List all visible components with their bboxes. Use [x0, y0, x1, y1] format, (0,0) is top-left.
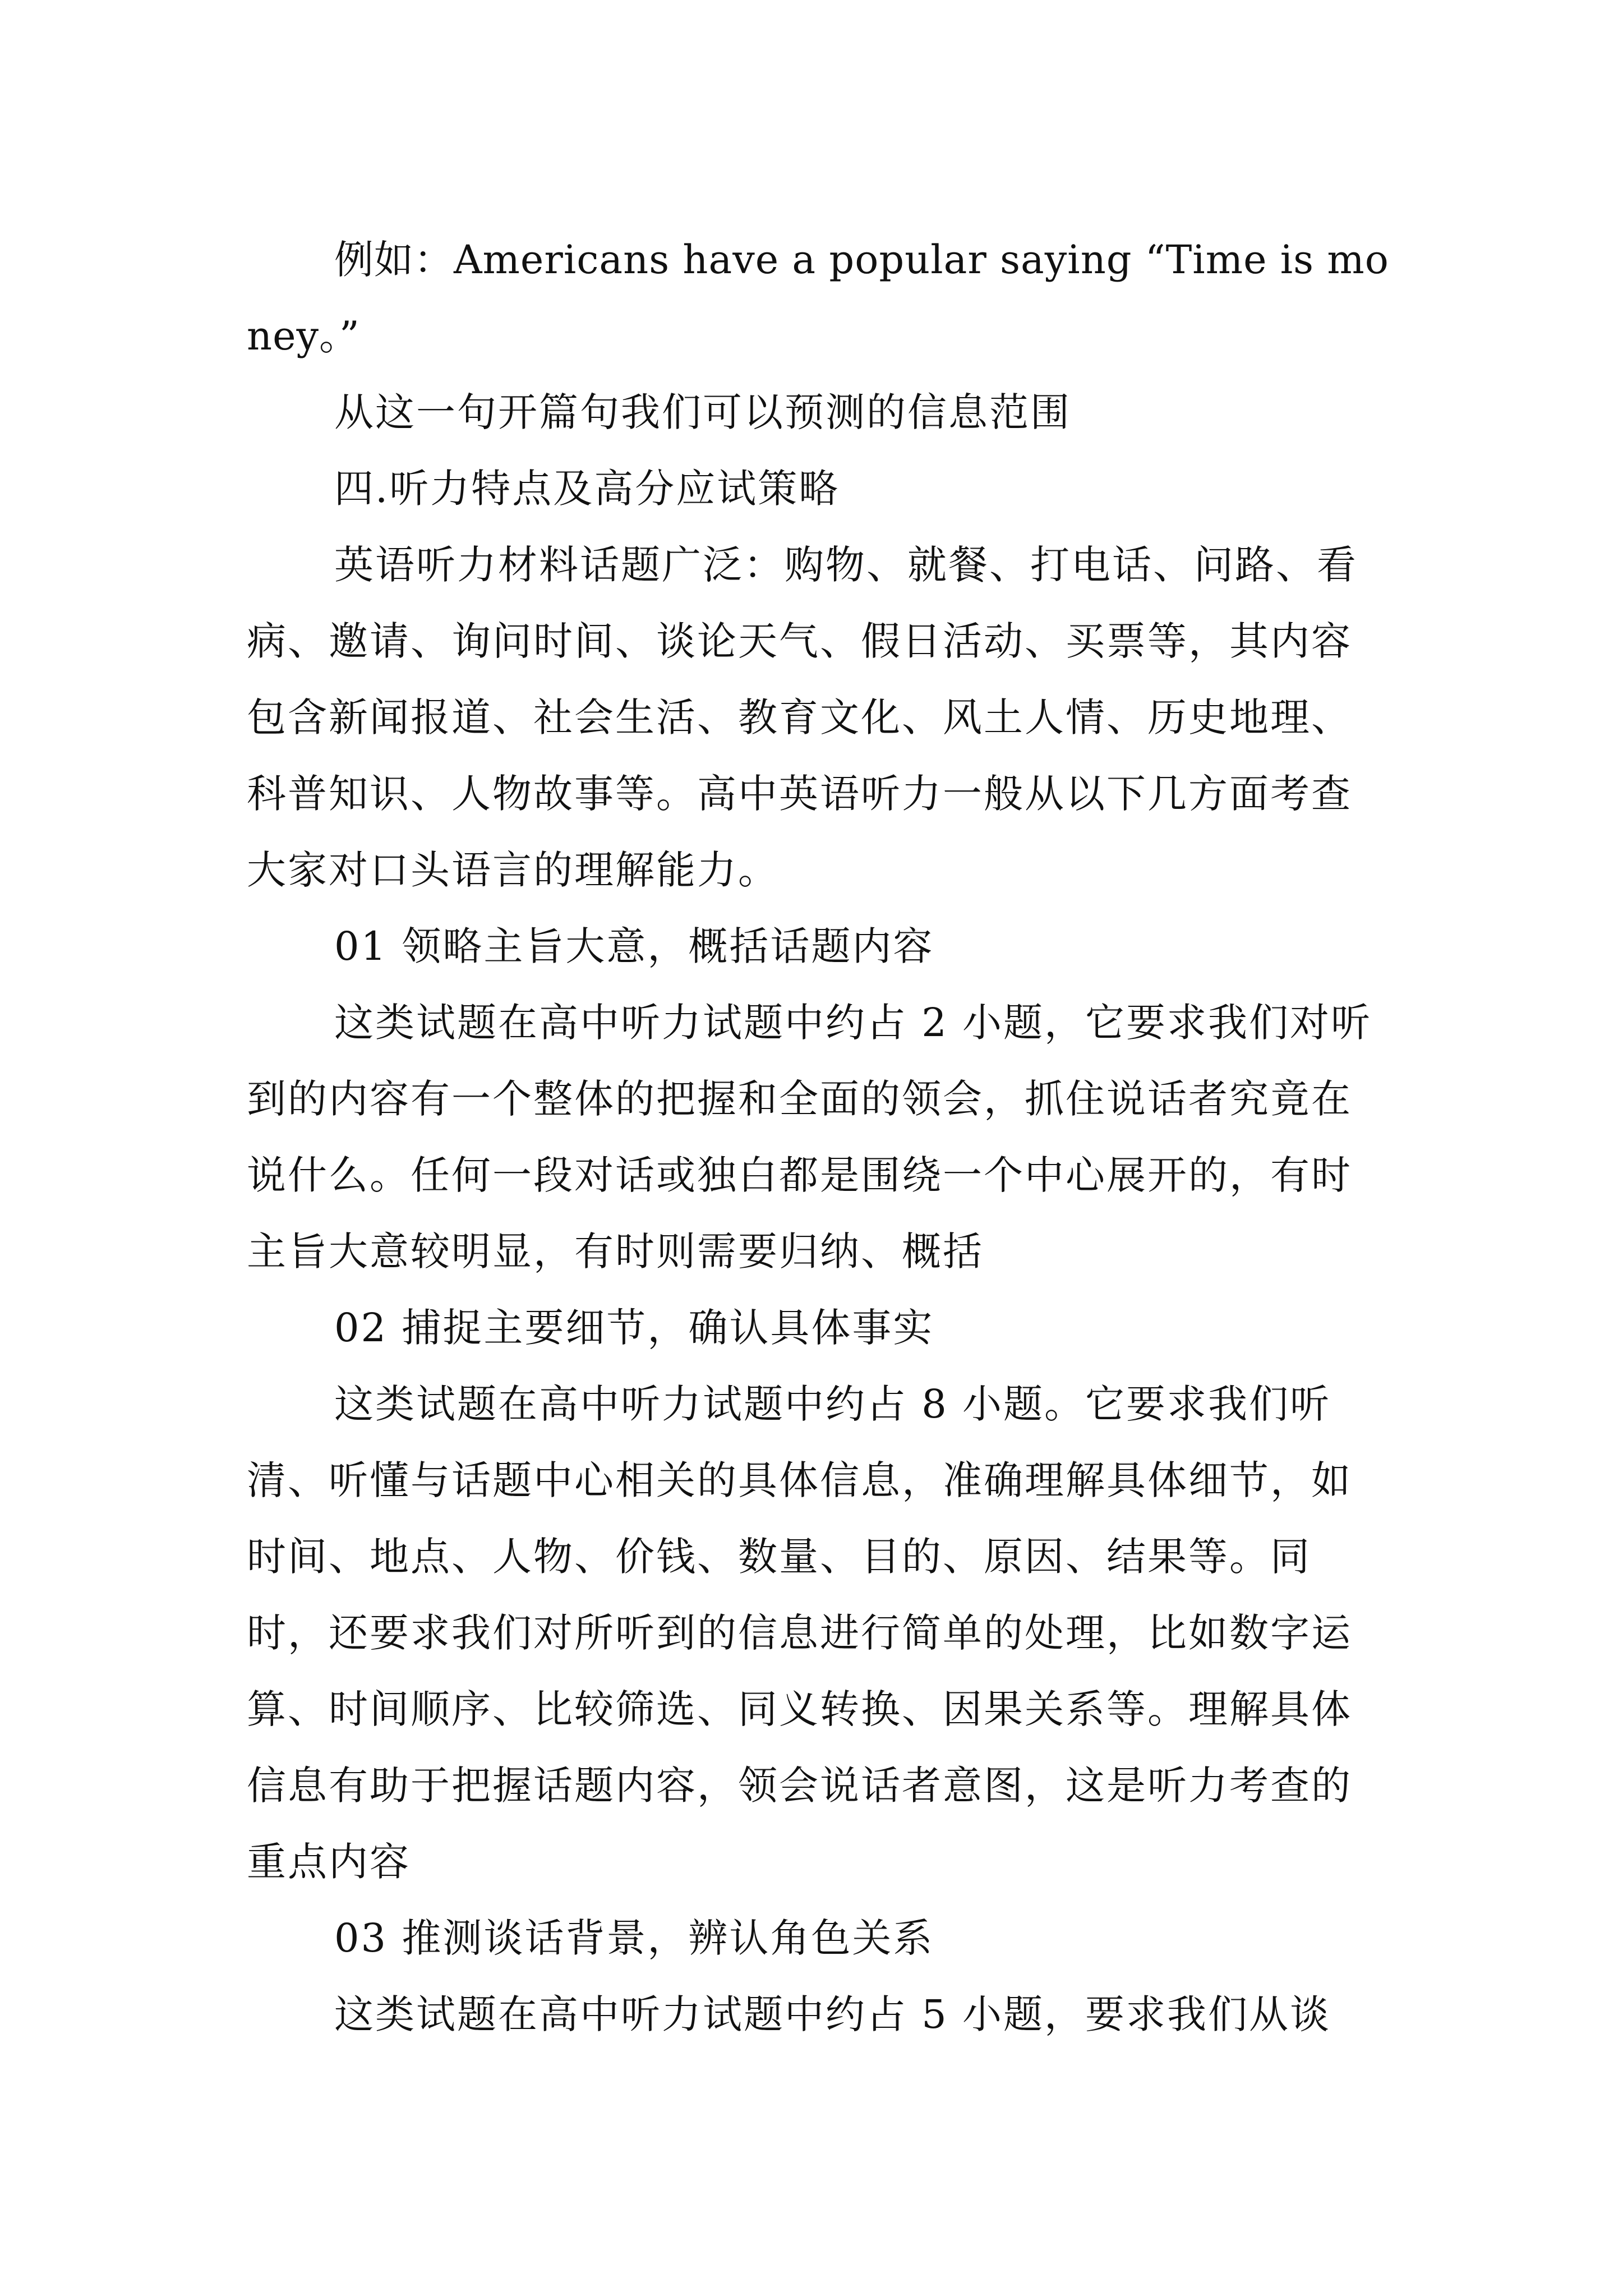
- subheading-01: 01 领略主旨大意，概括话题内容: [334, 923, 934, 969]
- section-heading-four: 四.听力特点及高分应试策略: [334, 466, 840, 512]
- paragraph-02-body: 这类试题在高中听力试题中约占 8 小题。它要求我们听清、听懂与话题中心相关的具体信息，准确理解具体细节，如时间、地点、人物、价钱、数量、目的、原因、结果等。同时，还要求我们对所听到的信息进行简单的处理，比如数字运算、时间顺序、比较筛选、同义转换、因果关系等。理解具体信息有助于把握话题内容，领会说话者意图，这是听力考查的重点内容: [247, 1381, 1352, 1885]
- paragraph-01-body: 这类试题在高中听力试题中约占 2 小题，它要求我们对听到的内容有一个整体的把握和全面的领会，抓住说话者究竟在说什么。任何一段对话或独白都是围绕一个中心展开的，有时主旨大意较明显，有时则需要归纳、概括: [247, 1000, 1372, 1274]
- subheading-02: 02 捕捉主要细节，确认具体事实: [334, 1305, 934, 1351]
- paragraph-prediction: 从这一句开篇句我们可以预测的信息范围: [334, 389, 1071, 435]
- paragraph-topics: 英语听力材料话题广泛：购物、就餐、打电话、问路、看病、邀请、询问时间、谈论天气、假日活动、买票等，其内容包含新闻报道、社会生活、教育文化、风土人情、历史地理、科普知识、人物故事等。高中英语听力一般从以下几方面考查大家对口头语言的理解能力。: [247, 542, 1358, 893]
- subheading-03: 03 推测谈话背景，辨认角色关系: [334, 1915, 934, 1961]
- paragraph-03-body: 这类试题在高中听力试题中约占 5 小题，要求我们从谈: [334, 1991, 1331, 2037]
- paragraph-example: 例如：Americans have a popular saying “Time is money。”: [247, 237, 1389, 359]
- document-body: [247, 222, 1391, 2053]
